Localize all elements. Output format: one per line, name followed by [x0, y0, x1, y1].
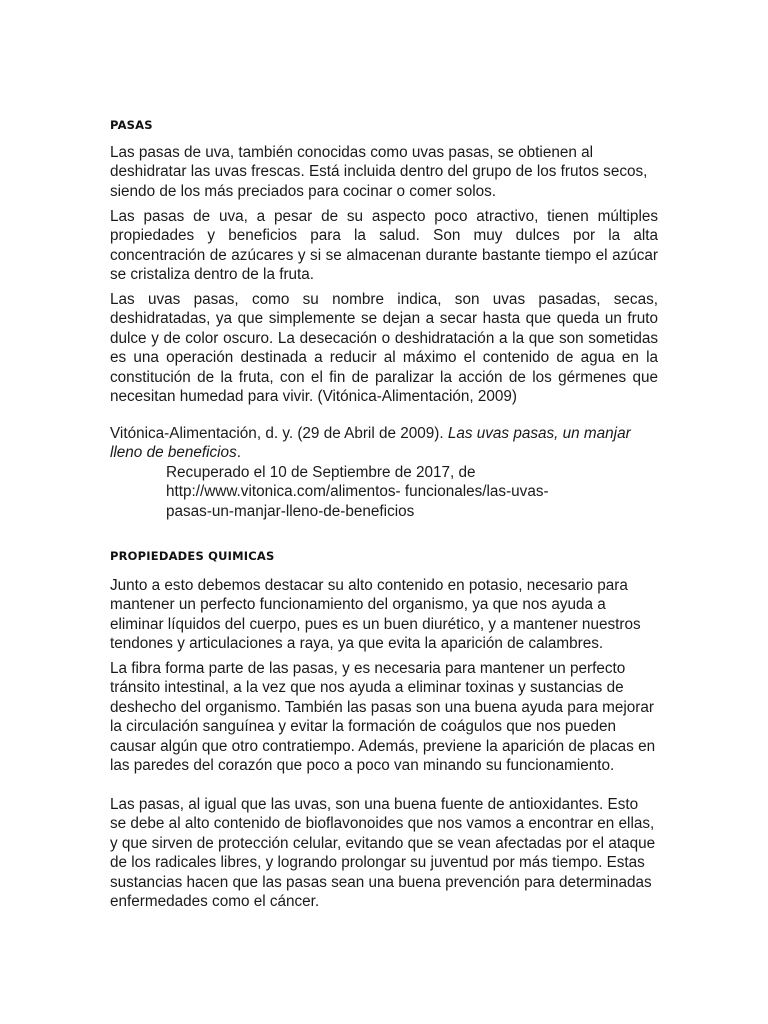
section-heading-propiedades-quimicas: PROPIEDADES QUIMICAS [110, 549, 275, 563]
section-heading-pasas: PASAS [110, 118, 153, 132]
reference-retrieved: Recuperado el 10 de Septiembre de 2017, de [166, 463, 476, 481]
reference-title-end: . [236, 444, 241, 462]
paragraph-antioxidants [110, 795, 658, 911]
reference-title: Las uvas pasas, un manjar lleno de beneficios [110, 425, 631, 462]
reference-url-line2: pasas-un-manjar-lleno-de-beneficios [166, 502, 415, 520]
paragraph-dehydration [110, 290, 658, 406]
paragraph-text: Las uvas pasas, como su nombre indica, son uvas pasadas, secas, deshidratadas, ya que simplemente se dejan a secar hasta que queda un fruto dulce y de color oscuro. La desecación o deshidratación a la que son sometidas es una operación destinada a reducir al máximo el contenido de agua en la constitución de la fruta, con el fin de paralizar la acción de los gérmenes que necesitan humedad para vivir. (Vitónica-Alimentación, 2009) [110, 291, 658, 406]
paragraph-intro [110, 143, 658, 201]
paragraph-text: Las pasas de uva, también conocidas como uvas pasas, se obtienen al deshidratar las uvas frescas. Está incluida dentro del grupo de los frutos secos, siendo de los más preciados para cocinar o comer solos. [110, 144, 648, 200]
reference-retrieval [110, 463, 658, 521]
reference-url-line1: http://www.vitonica.com/alimentos- funcionales/las-uvas- [166, 483, 549, 501]
reference-author: Vitónica-Alimentación, d. y. (29 de Abril de 2009). [110, 425, 448, 442]
paragraph-fiber [110, 659, 658, 775]
paragraph-text: La fibra forma parte de las pasas, y es necesaria para mantener un perfecto tránsito intestinal, a la vez que nos ayuda a eliminar toxinas y sustancias de deshecho del organismo. También las pasas son una buena ayuda para mejorar la circulación sanguínea y evitar la formación de coágulos que nos pueden causar algún que otro contratiempo. Además, previene la aparición de placas en las paredes del corazón que poco a poco van minando su funcionamiento. [110, 660, 656, 775]
paragraph-potassium [110, 576, 658, 654]
reference-citation [110, 424, 658, 463]
paragraph-text: Las pasas de uva, a pesar de su aspecto poco atractivo, tienen múltiples propiedades y beneficios para la salud. Son muy dulces por la alta concentración de azúcares y si se almacenan durante bastante tiempo el azúcar se cristaliza dentro de la fruta. [110, 208, 658, 284]
paragraph-properties [110, 207, 658, 285]
paragraph-text: Junto a esto debemos destacar su alto contenido en potasio, necesario para mantener un perfecto funcionamiento del organismo, ya que nos ayuda a eliminar líquidos del cuerpo, pues es un buen diurético, y a mantener nuestros tendones y articulaciones a raya, ya que evita la aparición de calambres. [110, 577, 641, 653]
reference-entry [110, 424, 658, 521]
paragraph-text: Las pasas, al igual que las uvas, son una buena fuente de antioxidantes. Esto se debe al alto contenido de bioflavonoides que nos vamos a encontrar en ellas, y que sirven de protección celular, evitando que se vean afectadas por el ataque de los radicales libres, y logrando prolongar su juventud por más tiempo. Estas sustancias hacen que las pasas sean una buena prevención para determinadas enfermedades como el cáncer. [110, 796, 656, 911]
